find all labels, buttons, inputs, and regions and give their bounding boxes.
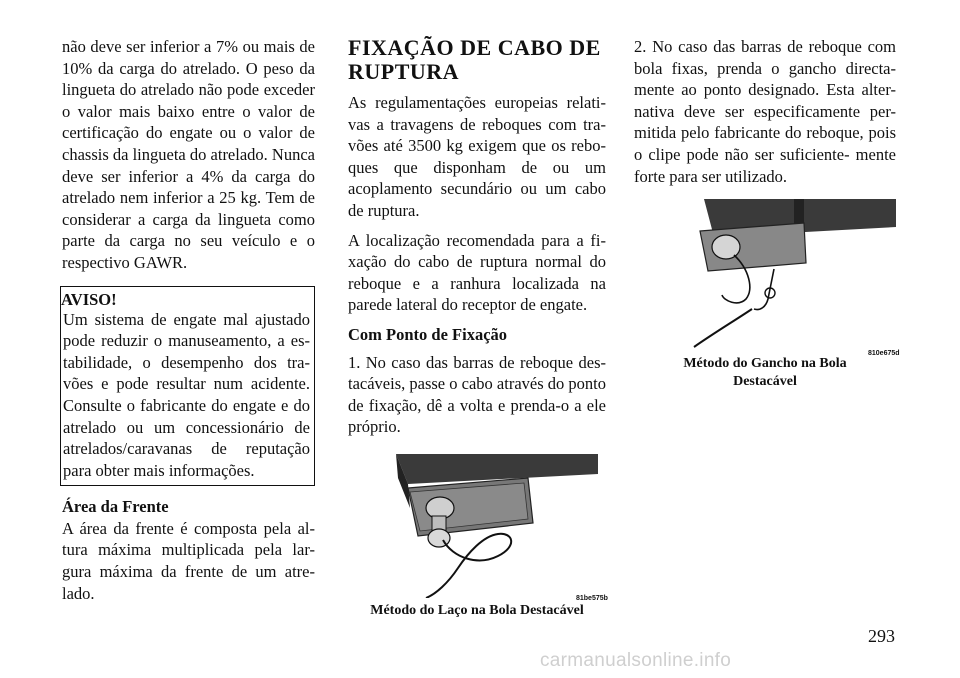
figure-caption <box>634 355 896 391</box>
attachment-point-heading: Com Ponto de Fixação <box>348 324 508 344</box>
column-right <box>634 36 900 391</box>
section-heading-line2: RUPTURA <box>348 59 460 84</box>
figure-hook-method <box>634 199 900 391</box>
figure-code: 810e675d <box>868 350 900 358</box>
regulations-paragraph: As regulamentações europeias relati- vas a travagens de reboques com tra- vões até 3500 kg exigem que os rebo- ques que disponham de ou um acoplamento secundário ou um cabo de ruptura. <box>348 93 606 220</box>
front-area-heading: Área da Frente <box>62 497 169 517</box>
section-heading-line1: FIXAÇÃO DE CABO DE <box>348 35 601 60</box>
column-middle <box>348 36 606 620</box>
warning-title: AVISO! <box>61 289 117 309</box>
location-paragraph: A localização recomendada para a fi- xação do cabo de ruptura normal do reboque e a ranhura localizada na parede lateral do receptor de engate. <box>348 230 606 315</box>
step-one-paragraph: 1. No caso das barras de reboque des- tacáveis, passe o cabo através do ponto de fixação, dê a volta e prenda-o a ele próprio. <box>348 352 606 437</box>
warning-text: Um sistema de engate mal ajustado pode reduzir o manuseamento, a es- tabilidade, o desempenho dos tra- vões e pode resultar num acidente. Consulte o fabricante do engate e do atrelado ou um concessionário de atrelados/caravanas de reputação para obter mais informações. <box>63 309 310 480</box>
figure-caption-line1: Método do Gancho na Bola <box>683 356 847 372</box>
watermark: carmanualsonline.info <box>540 650 732 671</box>
warning-box <box>60 286 315 487</box>
figure-loop-method <box>348 448 606 620</box>
figure-caption: Método do Laço na Bola Destacável <box>370 602 584 618</box>
figure-caption-line2: Destacável <box>733 374 797 390</box>
column-left <box>62 36 315 604</box>
intro-paragraph: não deve ser inferior a 7% ou mais de 10% da carga do atrelado. O peso da lingueta do atrelado não pode exceder o valor mais baixo entre o valor de certificação do engate ou o valor de chassis da lingueta do atrelado. Nunca deve ser inferior a 4% da carga do atrelado nem inferior a 25 kg. Tem de considerar a carga da lingueta como parte da carga no seu veículo e o respectivo GAWR. <box>62 37 315 272</box>
section-heading <box>348 36 606 84</box>
figure-code: 81be575b <box>576 594 608 602</box>
page-number: 293 <box>868 626 895 646</box>
front-area-text: A área da frente é composta pela al- tura máxima multiplicada pela lar- gura máxima da frente de um atre- lado. <box>62 518 315 603</box>
removable-ball-hook-illustration <box>634 199 896 349</box>
removable-ball-loop-illustration <box>348 448 606 598</box>
step-two-paragraph: 2. No caso das barras de reboque com bola fixas, prenda o gancho directa- mente ao ponto designado. Esta alter- nativa deve ser especificamente per- mitida pelo fabricante do reboque, pois o clipe pode não ser suficiente- mente forte para ser utilizado. <box>634 37 896 186</box>
